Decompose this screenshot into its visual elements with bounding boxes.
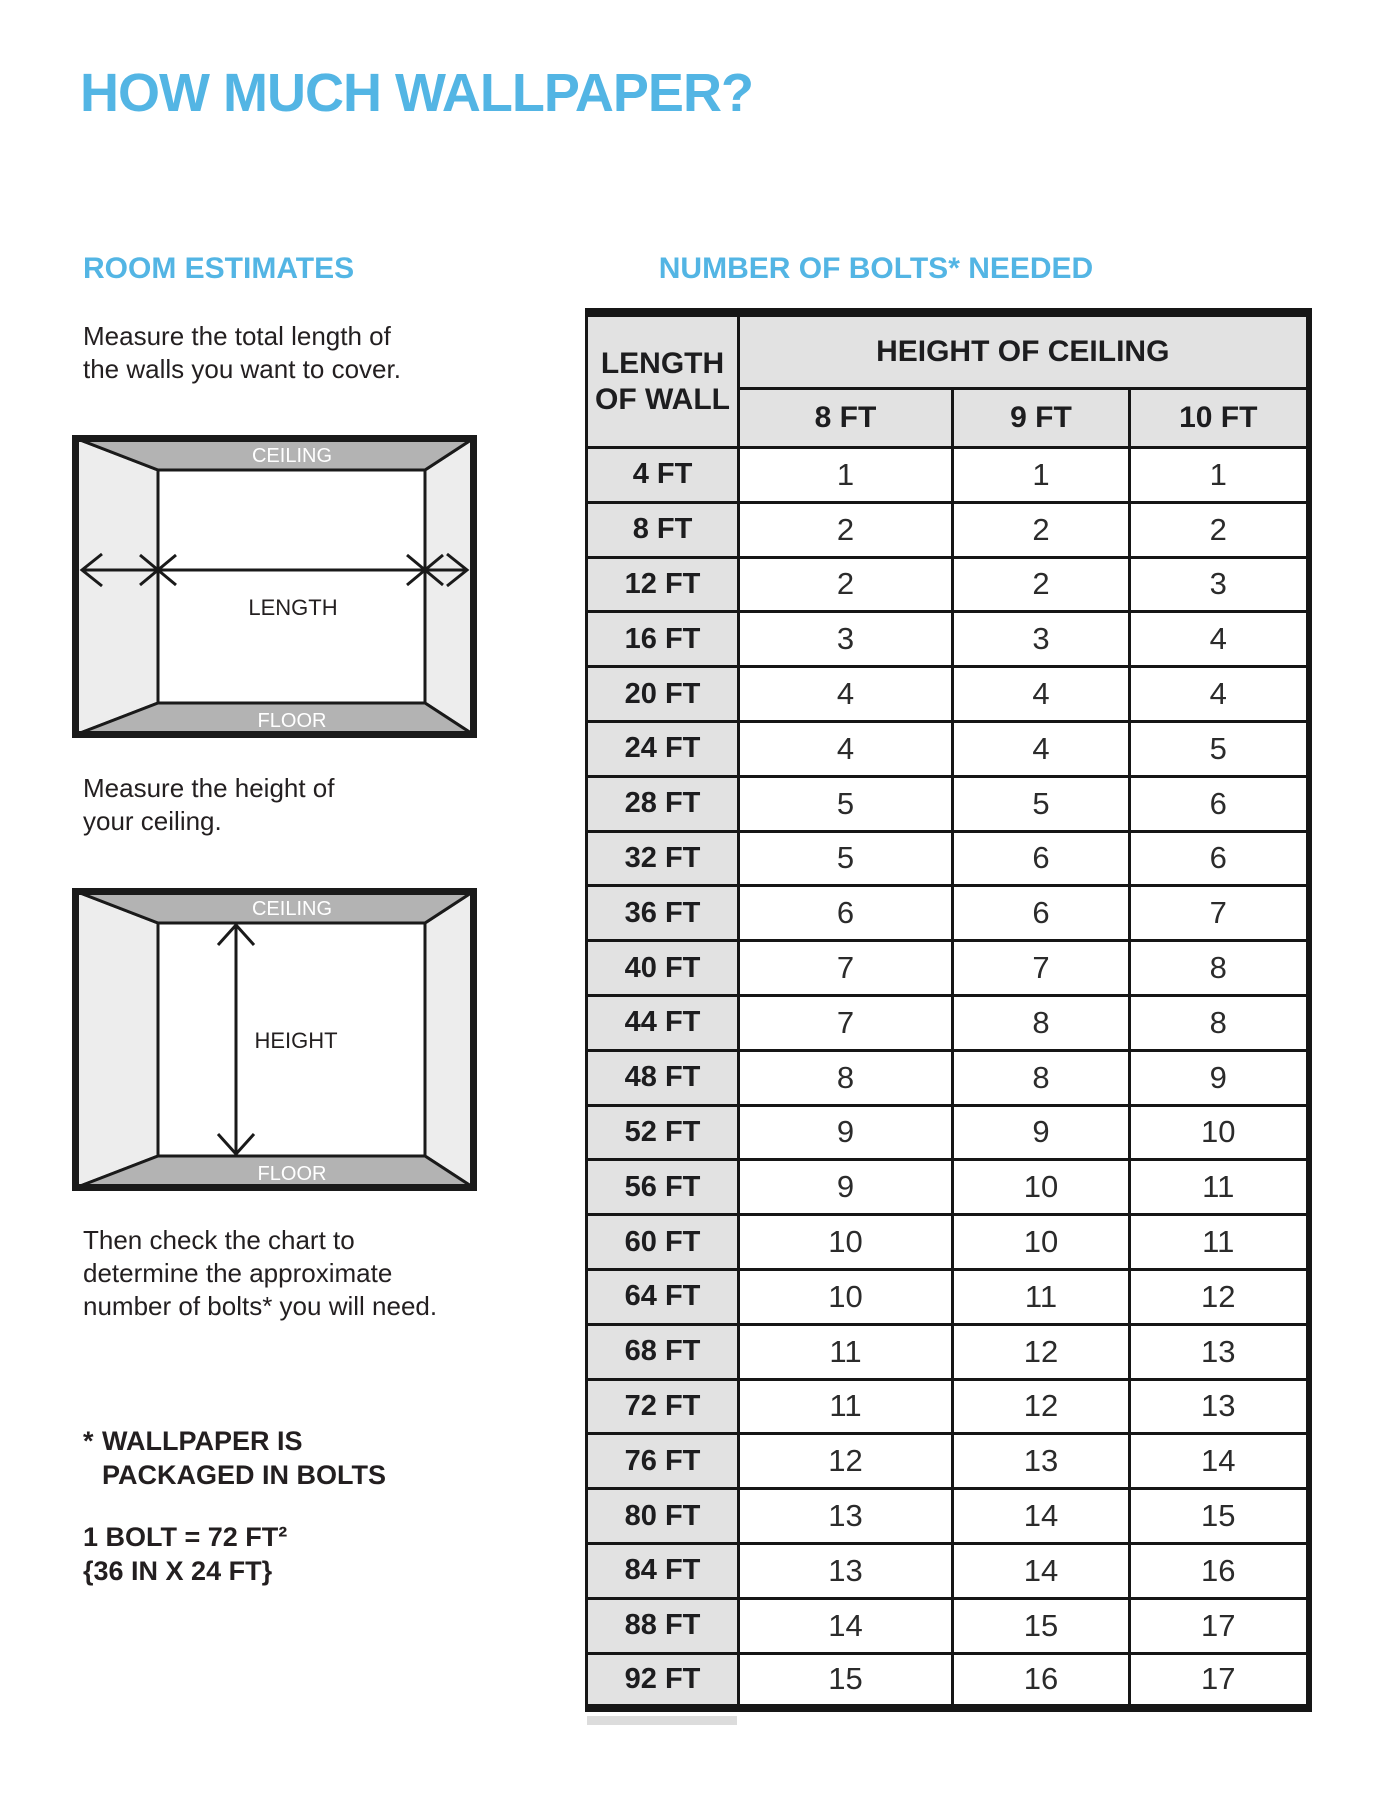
left-wall (75, 891, 158, 1188)
bolt-count-cell: 17 (1130, 1598, 1309, 1653)
table-header-row-group (587, 313, 1309, 389)
bolt-count-cell: 12 (953, 1324, 1130, 1379)
bolt-count-cell: 4 (1130, 612, 1309, 667)
bolt-count-cell: 5 (1130, 721, 1309, 776)
bolt-count-cell: 15 (953, 1598, 1130, 1653)
bolt-count-cell: 4 (953, 721, 1130, 776)
bolt-count-cell: 7 (953, 941, 1130, 996)
table-row (587, 886, 1309, 941)
bolt-count-cell: 15 (1130, 1489, 1309, 1544)
bolt-count-cell: 8 (1130, 995, 1309, 1050)
wall-length-cell: 32 FT (587, 831, 739, 886)
wall-length-cell: 52 FT (587, 1105, 739, 1160)
room-length-diagram (72, 435, 477, 738)
wall-length-cell: 28 FT (587, 776, 739, 831)
back-wall (158, 470, 425, 703)
table-row (587, 721, 1309, 776)
asterisk: * (83, 1426, 94, 1456)
bolt-count-cell: 5 (739, 776, 953, 831)
bolt-count-cell: 12 (1130, 1269, 1309, 1324)
col-header-10ft: 10 FT (1130, 389, 1309, 448)
col-header-9ft: 9 FT (953, 389, 1130, 448)
wall-length-cell: 40 FT (587, 941, 739, 996)
bolt-count-cell: 13 (739, 1489, 953, 1544)
wall-length-cell: 48 FT (587, 1050, 739, 1105)
table-row (587, 776, 1309, 831)
bolt-count-cell: 13 (1130, 1379, 1309, 1434)
bolt-count-cell: 13 (1130, 1324, 1309, 1379)
length-label: LENGTH (248, 595, 338, 620)
instruction-paragraph-chart (83, 1224, 437, 1323)
bolt-count-cell: 11 (739, 1379, 953, 1434)
wall-length-cell: 64 FT (587, 1269, 739, 1324)
bolt-count-cell: 1 (1130, 448, 1309, 503)
floor-label: FLOOR (257, 710, 327, 732)
bolt-count-cell: 4 (953, 667, 1130, 722)
table-row (587, 502, 1309, 557)
bolt-count-cell: 8 (739, 1050, 953, 1105)
wall-length-cell: 84 FT (587, 1543, 739, 1598)
bolt-count-cell: 8 (953, 995, 1130, 1050)
bolt-count-cell: 9 (1130, 1050, 1309, 1105)
wall-length-cell: 72 FT (587, 1379, 739, 1434)
bolt-count-cell: 13 (953, 1434, 1130, 1489)
instruction-paragraph-height (83, 772, 335, 838)
bolt-count-cell: 6 (1130, 831, 1309, 886)
bolt-count-cell: 10 (953, 1160, 1130, 1215)
wall-length-cell: 4 FT (587, 448, 739, 503)
height-of-ceiling-header: HEIGHT OF CEILING (739, 313, 1309, 389)
bolt-count-cell: 6 (739, 886, 953, 941)
table-row (587, 831, 1309, 886)
paragraph-line: number of bolts* you will need. (83, 1291, 438, 1321)
table-row (587, 1105, 1309, 1160)
ceiling-label: CEILING (251, 445, 333, 467)
wall-length-cell: 92 FT (587, 1653, 739, 1708)
length-of-wall-header: LENGTH OF WALL (587, 313, 739, 448)
bolt-count-cell: 7 (739, 995, 953, 1050)
paragraph-line: determine the approximate (83, 1258, 393, 1288)
bolt-count-cell: 10 (953, 1215, 1130, 1270)
page-title: HOW MUCH WALLPAPER? (80, 63, 753, 123)
wall-length-cell: 8 FT (587, 502, 739, 557)
bolt-count-cell: 2 (1130, 502, 1309, 557)
table-row (587, 557, 1309, 612)
bolt-count-cell: 11 (1130, 1160, 1309, 1215)
bolt-info-line: 1 BOLT = 72 FT² (83, 1522, 288, 1552)
bolt-count-cell: 14 (739, 1598, 953, 1653)
table-row (587, 1489, 1309, 1544)
bolts-table-body (587, 448, 1309, 1708)
bolt-info-line: {36 IN X 24 FT} (83, 1556, 273, 1586)
wall-length-cell: 80 FT (587, 1489, 739, 1544)
bolt-count-cell: 17 (1130, 1653, 1309, 1708)
wall-length-cell: 68 FT (587, 1324, 739, 1379)
bolt-count-cell: 10 (739, 1215, 953, 1270)
paragraph-line: Measure the height of (83, 773, 335, 803)
bolt-count-cell: 6 (1130, 776, 1309, 831)
table-row (587, 1434, 1309, 1489)
room-length-diagram-svg (72, 435, 477, 738)
bolt-count-cell: 11 (739, 1324, 953, 1379)
bolt-count-cell: 5 (739, 831, 953, 886)
bolt-count-cell: 1 (739, 448, 953, 503)
wall-length-cell: 44 FT (587, 995, 739, 1050)
table-row (587, 612, 1309, 667)
table-row (587, 1379, 1309, 1434)
table-row (587, 1324, 1309, 1379)
bolt-count-cell: 10 (739, 1269, 953, 1324)
col-header-8ft: 8 FT (739, 389, 953, 448)
left-wall (75, 438, 158, 735)
bolt-count-cell: 13 (739, 1543, 953, 1598)
wall-length-cell: 88 FT (587, 1598, 739, 1653)
wall-length-cell: 12 FT (587, 557, 739, 612)
section-heading-room-estimates: ROOM ESTIMATES (83, 252, 355, 285)
bolt-count-cell: 10 (1130, 1105, 1309, 1160)
bolt-count-cell: 4 (1130, 667, 1309, 722)
bolt-count-cell: 12 (739, 1434, 953, 1489)
wallpaper-footnote (83, 1424, 386, 1492)
footnote-line: WALLPAPER IS (102, 1426, 303, 1456)
table-heading: NUMBER OF BOLTS* NEEDED (658, 252, 1094, 285)
bolt-count-cell: 9 (953, 1105, 1130, 1160)
bolt-count-cell: 9 (739, 1160, 953, 1215)
bolt-count-cell: 15 (739, 1653, 953, 1708)
wall-length-cell: 24 FT (587, 721, 739, 776)
table-row (587, 1215, 1309, 1270)
bolt-count-cell: 14 (953, 1489, 1130, 1544)
bolt-count-cell: 3 (739, 612, 953, 667)
room-height-diagram-svg (72, 888, 477, 1191)
table-row (587, 1543, 1309, 1598)
bolt-count-cell: 12 (953, 1379, 1130, 1434)
bolt-count-cell: 6 (953, 886, 1130, 941)
paragraph-line: Measure the total length of (83, 321, 391, 351)
bolt-count-cell: 14 (1130, 1434, 1309, 1489)
bolt-count-cell: 7 (1130, 886, 1309, 941)
table-row (587, 1050, 1309, 1105)
wall-length-cell: 36 FT (587, 886, 739, 941)
bolt-size-info (83, 1520, 287, 1588)
ceiling-label: CEILING (251, 898, 333, 920)
paragraph-line: Then check the chart to (83, 1225, 355, 1255)
bolt-count-cell: 7 (739, 941, 953, 996)
table-row (587, 448, 1309, 503)
bolt-count-cell: 2 (953, 502, 1130, 557)
bolt-count-cell: 11 (1130, 1215, 1309, 1270)
bolt-count-cell: 14 (953, 1543, 1130, 1598)
bolts-table-container (585, 308, 1312, 1712)
table-row (587, 941, 1309, 996)
bolt-count-cell: 2 (953, 557, 1130, 612)
bolt-count-cell: 3 (1130, 557, 1309, 612)
bolt-count-cell: 8 (953, 1050, 1130, 1105)
wall-length-cell: 76 FT (587, 1434, 739, 1489)
bolt-count-cell: 16 (953, 1653, 1130, 1708)
bolt-count-cell: 5 (953, 776, 1130, 831)
room-height-diagram (72, 888, 477, 1191)
table-row (587, 1160, 1309, 1215)
bolt-count-cell: 11 (953, 1269, 1130, 1324)
bolt-count-cell: 6 (953, 831, 1130, 886)
wall-length-cell: 20 FT (587, 667, 739, 722)
instruction-paragraph-length (83, 320, 401, 386)
bolt-count-cell: 1 (953, 448, 1130, 503)
floor-label: FLOOR (257, 1163, 327, 1185)
bolt-count-cell: 2 (739, 557, 953, 612)
footnote-line: PACKAGED IN BOLTS (102, 1460, 387, 1490)
bolts-table (585, 308, 1312, 1712)
wall-length-cell: 16 FT (587, 612, 739, 667)
bolt-count-cell: 4 (739, 721, 953, 776)
right-wall (425, 438, 474, 735)
table-row (587, 667, 1309, 722)
right-wall (425, 891, 474, 1188)
table-row (587, 995, 1309, 1050)
wall-length-cell: 60 FT (587, 1215, 739, 1270)
bolt-count-cell: 16 (1130, 1543, 1309, 1598)
bolt-count-cell: 9 (739, 1105, 953, 1160)
table-column-shadow (587, 1716, 737, 1725)
table-row (587, 1598, 1309, 1653)
bolt-count-cell: 3 (953, 612, 1130, 667)
bolt-count-cell: 4 (739, 667, 953, 722)
bolt-count-cell: 2 (739, 502, 953, 557)
table-row (587, 1269, 1309, 1324)
wall-length-cell: 56 FT (587, 1160, 739, 1215)
bolt-count-cell: 8 (1130, 941, 1309, 996)
table-row (587, 1653, 1309, 1708)
paragraph-line: the walls you want to cover. (83, 354, 401, 384)
paragraph-line: your ceiling. (83, 806, 222, 836)
height-label: HEIGHT (254, 1028, 338, 1053)
